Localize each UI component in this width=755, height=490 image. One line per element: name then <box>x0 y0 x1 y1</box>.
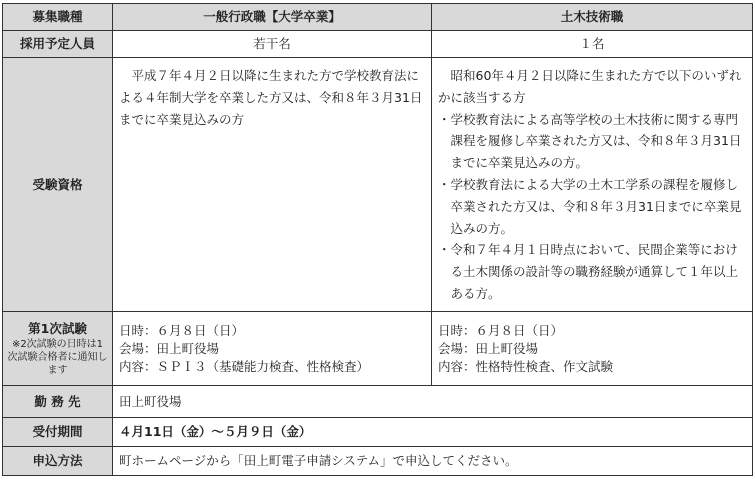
planned-hires-civil: １名 <box>432 31 753 58</box>
second-exam-note: ※2次試験の日時は1次試験合格者に通知します <box>7 339 108 376</box>
reception-row <box>3 418 753 447</box>
first-exam-label-cell <box>3 312 113 386</box>
first-exam-civil <box>432 312 753 386</box>
qualification-civil-intro: 昭和60年４月２日以降に生まれた方で以下のいずれかに該当する方 <box>438 68 742 105</box>
qualification-row <box>3 58 753 312</box>
qualification-civil-bullet: ・令和７年４月１日時点において、民間企業等における土木関係の設計等の職務経験が通算して１年以上ある方。 <box>438 242 739 301</box>
reception-label: 受付期間 <box>3 418 113 447</box>
reception-period: ４月11日（金）～５月９日（金） <box>113 418 753 447</box>
qualification-civil-bullet: ・学校教育法による高等学校の土木技術に関する専門課程を履修し卒業された方又は、令和８年３月31日までに卒業見込みの方。 <box>438 111 742 171</box>
first-exam-general-content: 内容：ＳＰＩ３（基礎能力検査、性格検査） <box>119 358 370 374</box>
first-exam-civil-content: 内容：性格特性検査、作文試験 <box>438 358 614 374</box>
header-row <box>3 4 753 31</box>
qualification-general <box>113 58 432 312</box>
application-label: 申込方法 <box>3 447 113 476</box>
first-exam-row <box>3 312 753 386</box>
first-exam-general-venue: 会場：田上町役場 <box>119 340 220 356</box>
workplace-label: 勤 務 先 <box>3 386 113 418</box>
qualification-civil <box>432 58 753 312</box>
header-general-admin: 一般行政職【大学卒業】 <box>113 4 432 31</box>
first-exam-general-date: 日時：６月８日（日） <box>119 322 245 338</box>
first-exam-general <box>113 312 432 386</box>
application-method: 町ホームページから「田上町電子申請システム」で申込してください。 <box>113 447 753 476</box>
first-exam-civil-date: 日時：６月８日（日） <box>438 322 564 338</box>
qualification-civil-bullet: ・学校教育法による大学の土木工学系の課程を履修し卒業された方又は、令和８年３月31日までに卒業見込みの方。 <box>438 176 742 236</box>
application-row <box>3 447 753 476</box>
header-civil-engineering: 土木技術職 <box>432 4 753 31</box>
first-exam-label: 第1次試験 <box>28 321 87 336</box>
header-label: 募集職種 <box>3 4 113 31</box>
qualification-label: 受験資格 <box>3 58 113 312</box>
first-exam-civil-venue: 会場：田上町役場 <box>438 340 539 356</box>
planned-hires-row <box>3 31 753 58</box>
planned-hires-label: 採用予定人員 <box>3 31 113 58</box>
planned-hires-general: 若干名 <box>113 31 432 58</box>
workplace-row <box>3 386 753 418</box>
qualification-general-text: 平成７年４月２日以降に生まれた方で学校教育法による４年制大学を卒業した方又は、令和８年３月31日までに卒業見込みの方 <box>119 68 423 127</box>
recruitment-table <box>2 3 753 476</box>
workplace-value: 田上町役場 <box>113 386 753 418</box>
